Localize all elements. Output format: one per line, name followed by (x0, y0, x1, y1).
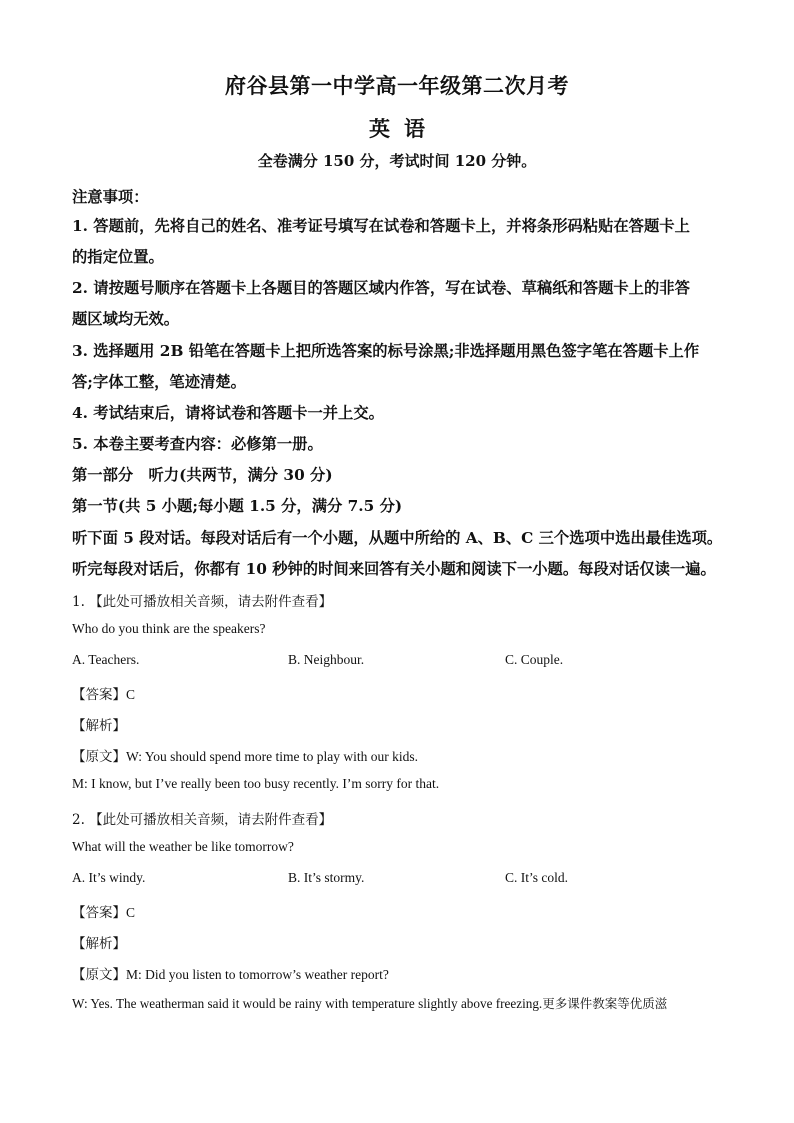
q1-transcript-1 (72, 745, 418, 765)
q1-transcript-label: 【原文】 (72, 749, 126, 765)
q2-answer-value: C (126, 905, 136, 920)
q1-answer-value: C (126, 687, 136, 702)
q2-option-a: A. It’s windy. (72, 870, 146, 885)
note-3-line-2: 答;字体工整，笔迹清楚。 (72, 373, 246, 391)
note-2-line-1: 2. 请按题号顺序在答题卡上各题目的答题区域内作答，写在试卷、草稿纸和答题卡上的非答 (72, 279, 690, 297)
q1-transcript-2: M: I know, but I’ve really been too busy recently. I’m sorry for that. (72, 776, 440, 791)
q2-audio-link[interactable]: 2. 【此处可播放相关音频，请去附件查看】 (72, 812, 333, 828)
q2-option-b: B. It’s stormy. (288, 870, 365, 885)
q2-transcript-label: 【原文】 (72, 967, 126, 983)
note-2-line-2: 题区域均无效。 (72, 310, 180, 328)
q2-transcript-2 (72, 994, 667, 1012)
q2-answer (72, 901, 135, 921)
subject-title: 英语 (369, 116, 439, 141)
q1-option-a: A. Teachers. (72, 652, 140, 667)
q2-analysis-label: 【解析】 (72, 936, 126, 952)
q2-answer-label: 【答案】 (72, 905, 126, 921)
q2-transcript-text-2: W: Yes. The weatherman said it would be rainy with temperature slightly above freezing. (72, 996, 543, 1011)
q1-analysis-label: 【解析】 (72, 718, 126, 734)
score-time: 全卷满分 150 分，考试时间 120 分钟。 (257, 152, 537, 170)
q1-answer (72, 683, 135, 703)
note-3-line-1: 3. 选择题用 2B 铅笔在答题卡上把所选答案的标号涂黑;非选择题用黑色签字笔在答题卡上作 (72, 342, 700, 360)
q1-transcript-text-1: W: You should spend more time to play with our kids. (126, 749, 418, 764)
note-1-line-2: 的指定位置。 (72, 248, 164, 266)
section-1-heading: 第一节(共 5 小题;每小题 1.5 分，满分 7.5 分) (72, 497, 403, 515)
q1-answer-label: 【答案】 (72, 687, 126, 703)
q2-option-c: C. It’s cold. (505, 870, 568, 885)
q2-stem: What will the weather be like tomorrow? (72, 839, 294, 854)
q2-transcript-1 (72, 963, 389, 983)
instruction-line-1: 听下面 5 段对话。每段对话后有一个小题，从题中所给的 A、B、C 三个选项中选出最佳选项。 (72, 529, 723, 547)
part-1-heading: 第一部分 听力(共两节，满分 30 分) (72, 466, 333, 484)
note-5: 5. 本卷主要考查内容：必修第一册。 (72, 435, 323, 453)
q1-audio-link[interactable]: 1. 【此处可播放相关音频，请去附件查看】 (72, 594, 333, 610)
instruction-line-2: 听完每段对话后，你都有 10 秒钟的时间来回答有关小题和阅读下一小题。每段对话仅读一遍。 (72, 560, 716, 578)
q1-option-b: B. Neighbour. (288, 652, 365, 667)
watermark-text: 更多课件教案等优质滋 (542, 996, 668, 1011)
q2-transcript-text-1: M: Did you listen to tomorrow’s weather report? (126, 967, 389, 982)
q1-stem: Who do you think are the speakers? (72, 621, 266, 636)
note-1-line-1: 1. 答题前，先将自己的姓名、准考证号填写在试卷和答题卡上，并将条形码粘贴在答题卡上 (72, 217, 690, 235)
q1-option-c: C. Couple. (505, 652, 564, 667)
school-title: 府谷县第一中学高一年级第二次月考 (225, 73, 569, 98)
note-4: 4. 考试结束后，请将试卷和答题卡一并上交。 (72, 404, 384, 422)
notes-heading: 注意事项： (72, 188, 149, 206)
